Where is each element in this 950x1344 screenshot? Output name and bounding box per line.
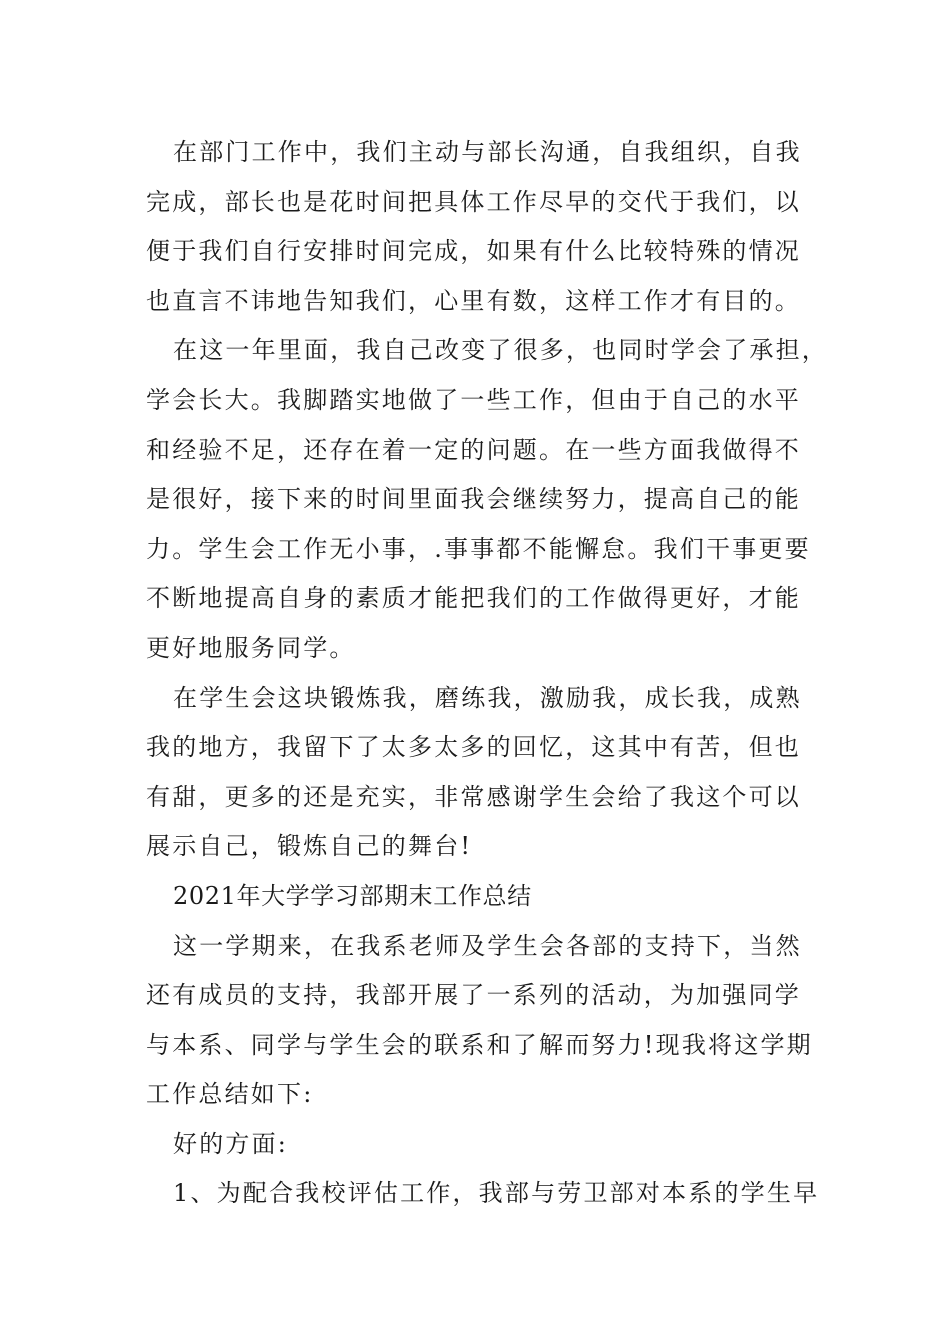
- text-line: 与本系、同学与学生会的联系和了解而努力!现我将这学期: [146, 1030, 813, 1059]
- text-line: 展示自己，锻炼自己的舞台!: [146, 832, 473, 861]
- text-line: 在学生会这块锻炼我，磨练我，激励我，成长我，成熟: [173, 683, 802, 712]
- text-line: 是很好，接下来的时间里面我会继续努力，提高自己的能: [146, 485, 801, 514]
- text-line: 有甜，更多的还是充实，非常感谢学生会给了我这个可以: [146, 782, 801, 811]
- text-line: 还有成员的支持，我部开展了一系列的活动，为加强同学: [146, 981, 801, 1010]
- text-line: 在部门工作中，我们主动与部长沟通，自我组织，自我: [173, 138, 802, 166]
- section-heading: 2021年大学学习部期末工作总结: [173, 881, 532, 910]
- text-line: 和经验不足，还存在着一定的问题。在一些方面我做得不: [146, 435, 801, 464]
- text-line: 好的方面:: [173, 1129, 289, 1158]
- text-line: 便于我们自行安排时间完成，如果有什么比较特殊的情况: [146, 237, 801, 266]
- text-line: 学会长大。我脚踏实地做了一些工作，但由于自己的水平: [146, 385, 801, 414]
- text-line: 完成，部长也是花时间把具体工作尽早的交代于我们，以: [146, 187, 801, 216]
- text-line: 更好地服务同学。: [146, 633, 356, 662]
- text-line: 力。学生会工作无小事，.事事都不能懈怠。我们干事更要: [146, 534, 811, 563]
- text-line: 不断地提高自身的素质才能把我们的工作做得更好，才能: [146, 584, 801, 613]
- text-line: 1、为配合我校评估工作，我部与劳卫部对本系的学生早: [173, 1179, 820, 1208]
- document-body: [146, 128, 836, 1219]
- text-line: 在这一年里面，我自己改变了很多，也同时学会了承担，: [173, 336, 828, 365]
- text-line: 这一学期来，在我系老师及学生会各部的支持下，当然: [173, 931, 802, 960]
- text-line: 也直言不讳地告知我们，心里有数，这样工作才有目的。: [146, 286, 801, 315]
- text-line: 我的地方，我留下了太多太多的回忆，这其中有苦，但也: [146, 733, 801, 762]
- text-line: 工作总结如下:: [146, 1080, 314, 1109]
